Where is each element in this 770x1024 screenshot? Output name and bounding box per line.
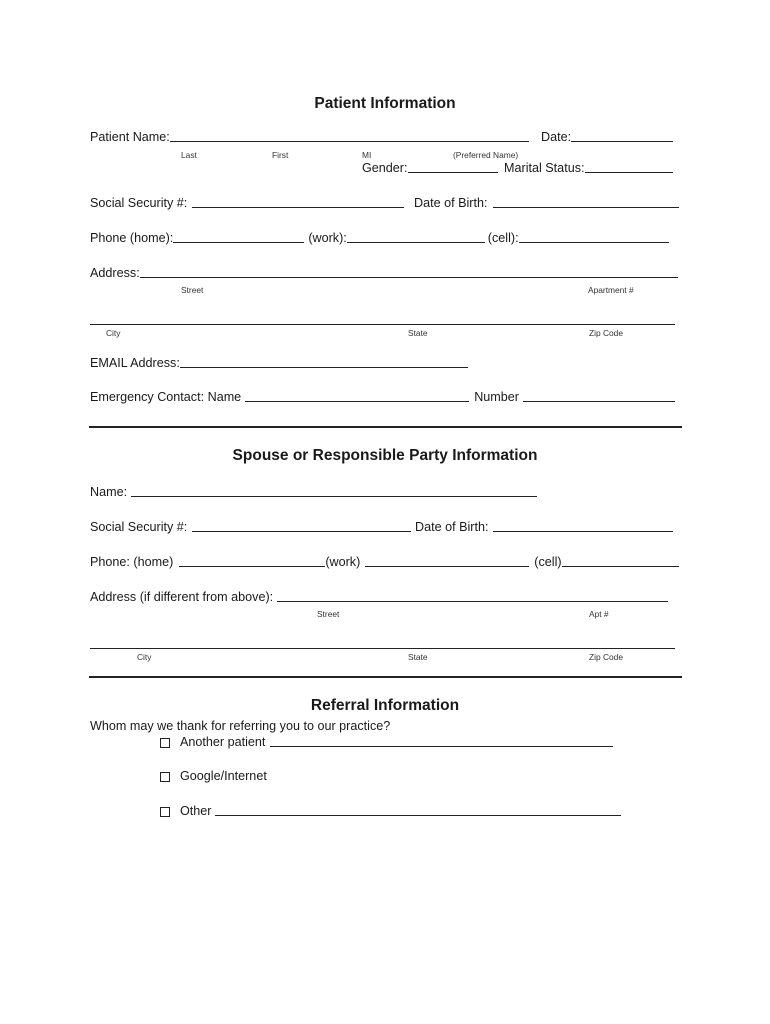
phone-row bbox=[90, 231, 669, 245]
address-city-field[interactable] bbox=[90, 323, 675, 325]
referral-section-title: Referral Information bbox=[310, 697, 460, 714]
another-patient-field[interactable] bbox=[270, 745, 613, 747]
phone-cell-field[interactable] bbox=[519, 241, 669, 243]
date-field[interactable] bbox=[571, 140, 673, 142]
spouse-name-label: Name: bbox=[90, 485, 128, 499]
referral-question: Whom may we thank for referring you to our practice? bbox=[90, 719, 391, 733]
gender-label: Gender: bbox=[362, 161, 408, 175]
dob-label: Date of Birth: bbox=[414, 196, 488, 210]
date-label: Date: bbox=[541, 130, 572, 144]
spouse-address-label: Address (if different from above): bbox=[90, 590, 274, 604]
emergency-number-label: Number bbox=[474, 390, 519, 404]
other-checkbox[interactable] bbox=[160, 807, 170, 817]
other-field[interactable] bbox=[215, 814, 621, 816]
spouse-name-field[interactable] bbox=[131, 495, 537, 497]
spouse-phone-home-field[interactable] bbox=[179, 565, 325, 567]
emergency-name-field[interactable] bbox=[245, 400, 469, 402]
spouse-address-street-field[interactable] bbox=[277, 600, 668, 602]
spouse-section-title: Spouse or Responsible Party Information bbox=[232, 447, 538, 464]
patient-name-row bbox=[90, 130, 529, 144]
spouse-dob-field[interactable] bbox=[493, 530, 673, 532]
date-row bbox=[541, 130, 673, 144]
emergency-row bbox=[90, 390, 675, 404]
spouse-dob-label: Date of Birth: bbox=[415, 520, 489, 534]
referral-option-another-patient bbox=[160, 735, 613, 749]
referral-option-google bbox=[160, 769, 267, 783]
another-patient-checkbox[interactable] bbox=[160, 738, 170, 748]
ssn-label: Social Security #: bbox=[90, 196, 188, 210]
dob-field[interactable] bbox=[493, 206, 679, 208]
spouse-dob-row bbox=[415, 520, 673, 534]
phone-work-label: (work): bbox=[308, 231, 347, 245]
spouse-ssn-field[interactable] bbox=[192, 530, 411, 532]
spouse-phone-row bbox=[90, 555, 679, 569]
phone-home-field[interactable] bbox=[173, 241, 304, 243]
ssn-field[interactable] bbox=[192, 206, 404, 208]
address-city-row bbox=[90, 314, 675, 332]
email-field[interactable] bbox=[180, 366, 468, 368]
phone-home-label: Phone (home): bbox=[90, 231, 174, 245]
other-label: Other bbox=[180, 804, 212, 818]
spouse-phone-cell-label: (cell) bbox=[534, 555, 562, 569]
spouse-street-caption: Street bbox=[317, 609, 340, 619]
spouse-address-city-row bbox=[90, 638, 675, 656]
state-caption: State bbox=[408, 328, 428, 338]
spouse-state-caption: State bbox=[408, 652, 428, 662]
name-part-mi: MI bbox=[362, 150, 372, 160]
section-divider bbox=[89, 426, 682, 428]
address-row bbox=[90, 266, 678, 280]
address-street-caption: Street bbox=[181, 285, 204, 295]
name-part-first: First bbox=[272, 150, 289, 160]
dob-row bbox=[414, 196, 679, 210]
section-divider bbox=[89, 676, 682, 678]
marital-label: Marital Status: bbox=[504, 161, 585, 175]
referral-option-other bbox=[160, 804, 621, 818]
spouse-phone-work-field[interactable] bbox=[365, 565, 529, 567]
spouse-ssn-row bbox=[90, 520, 411, 534]
patient-name-field[interactable] bbox=[170, 140, 529, 142]
email-row bbox=[90, 356, 468, 370]
spouse-city-caption: City bbox=[137, 652, 152, 662]
marital-field[interactable] bbox=[585, 171, 673, 173]
spouse-ssn-label: Social Security #: bbox=[90, 520, 188, 534]
spouse-phone-cell-field[interactable] bbox=[562, 565, 679, 567]
ssn-row bbox=[90, 196, 404, 210]
patient-section-title: Patient Information bbox=[314, 95, 456, 112]
address-street-field[interactable] bbox=[140, 276, 678, 278]
name-part-last: Last bbox=[181, 150, 197, 160]
spouse-address-row bbox=[90, 590, 668, 604]
marital-row bbox=[504, 161, 673, 175]
email-label: EMAIL Address: bbox=[90, 356, 180, 370]
google-internet-label: Google/Internet bbox=[180, 769, 267, 783]
address-label: Address: bbox=[90, 266, 140, 280]
gender-row bbox=[362, 161, 498, 175]
spouse-zip-caption: Zip Code bbox=[589, 652, 623, 662]
emergency-number-field[interactable] bbox=[523, 400, 675, 402]
zip-caption: Zip Code bbox=[589, 328, 623, 338]
gender-field[interactable] bbox=[408, 171, 498, 173]
address-apartment-caption: Apartment # bbox=[588, 285, 634, 295]
google-internet-checkbox[interactable] bbox=[160, 772, 170, 782]
patient-name-label: Patient Name: bbox=[90, 130, 170, 144]
spouse-phone-home-label: Phone: (home) bbox=[90, 555, 174, 569]
phone-cell-label: (cell): bbox=[487, 231, 519, 245]
city-caption: City bbox=[106, 328, 121, 338]
spouse-name-row bbox=[90, 485, 537, 499]
phone-work-field[interactable] bbox=[347, 241, 485, 243]
spouse-address-city-field[interactable] bbox=[90, 647, 675, 649]
emergency-name-label: Emergency Contact: Name bbox=[90, 390, 242, 404]
spouse-apt-caption: Apt # bbox=[589, 609, 609, 619]
name-part-preferred: (Preferred Name) bbox=[453, 150, 519, 160]
spouse-phone-work-label: (work) bbox=[325, 555, 361, 569]
another-patient-label: Another patient bbox=[180, 735, 266, 749]
